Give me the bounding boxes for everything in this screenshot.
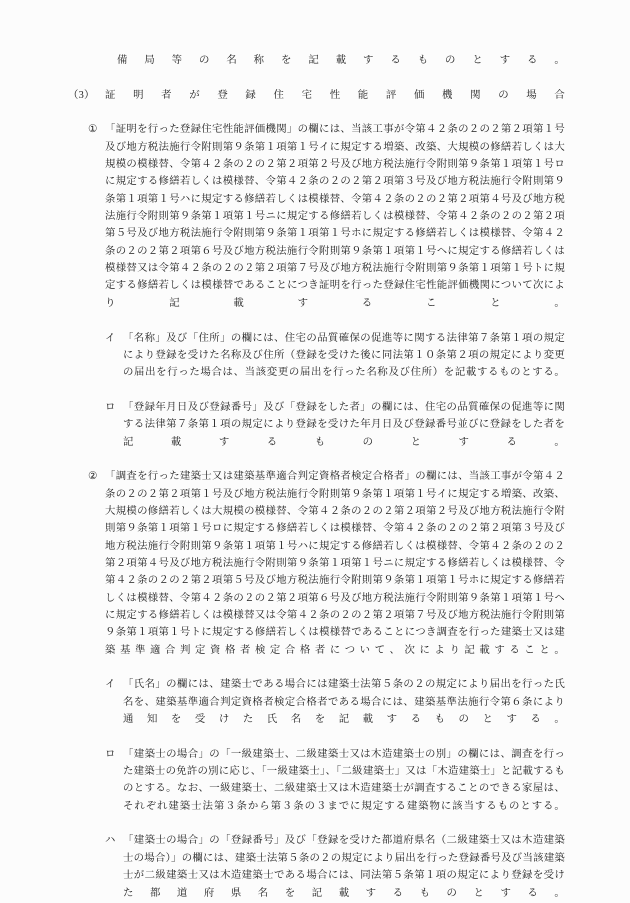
paragraph-text-item-3-1-i: 「名称」及び「住所」の欄には、住宅の品質確保の促進等に関する法律第７条第１項の規定により登録を受けた名称及び住所（登録を受けた後に同法第１０条第２項の規定により変更の届出を行った場合は、当該変更の届出を行った名称及び住所）を記載するものとする。 (123, 332, 565, 379)
paragraph-text-item-3-1: 「証明を行った登録住宅性能評価機関」の欄には、当該工事が令第４２条の２の２第２項第１号及び地方税法施行令附則第９条第１項第１号イに規定する増築、改築、大規模の修繕若しくは大規模の模様替、令第４２条の２の２第２項第２号及び地方税法施行令附則第９条第１項第１号ロに規定する修繕若しくは模様替、令第４２条の２の２第２項第３号及び地方税法施行令附則第９条第１項第１号ハに規定する修繕若しくは模様替、令第４２条の２の２第２項第４号及び地方税法施行令附則第９条第１項第１号ニに規定する修繕若しくは模様替、令第４２条の２の２第２項第５号及び地方税法施行令附則第９条第１項第１号ホに規定する修繕若しくは模様替、令第４２条の２の２第２項第６号及び地方税法施行令附則第９条第１項第１号ヘに規定する修繕若しくは模様替又は令第４２条の２の２第２項第７号及び地方税法施行令附則第９条第１項第１号トに規定する修繕若しくは模様替であることにつき証明を行った登録住宅性能評価機関について次により記載すること。 (105, 124, 565, 309)
paragraph-text-item-3-2-i: 「氏名」の欄には、建築士である場合には建築士法第５条の２の規定により届出を行った氏名を、建築基準適合判定資格者検定合格者である場合には、建築基準法施行令第６条により通知を受けた氏名を記載するものとする。 (123, 679, 565, 726)
paragraph-marker-item-3-1: ① (88, 124, 98, 136)
paragraph-item-3-1 (88, 121, 565, 329)
paragraph-item-3-1-ro (105, 399, 565, 468)
paragraph-text-item-3-1-ro: 「登録年月日及び登録番号」及び「登録をした者」の欄には、住宅の品質確保の促進等に関する法律第７条第１項の規定により登録を受けた年月日及び登録番号並びに登録をした者を記載するものとする。 (123, 401, 565, 448)
paragraph-text-item-3-2-ha: 「建築士の場合」の「登録番号」及び「登録を受けた都道府県名（二級建築士又は木造建築士の場合）」の欄には、建築士法第５条の２の規定により届出を行った登録番号及び当該建築士が二級建築士又は木造建築士である場合には、同法第５条第１項の規定により登録を受けた都道府県名を記載するものとする。 (123, 835, 565, 899)
paragraph-text-item-3-2-ro: 「建築士の場合」の「一級建築士、二級建築士又は木造建築士の別」の欄には、調査を行った建築士の免許の別に応じ、「一級建築士」、「二級建築士」又は「木造建築士」と記載するものとする。なお、一級建築士、二級建築士又は木造建築士が調査することのできる家屋は、それぞれ建築士法第３条から第３条の３までに規定する建築物に該当するものとする。 (123, 748, 565, 812)
paragraph-marker-item-3-1-ro: ロ (105, 401, 116, 413)
paragraph-item-3 (68, 87, 565, 122)
paragraph-marker-item-3-2-ro: ロ (105, 748, 116, 760)
paragraph-item-3-2-i (105, 676, 565, 745)
paragraph-item-3-2-ha (105, 832, 565, 903)
paragraph-marker-item-3: （3） (68, 89, 95, 101)
paragraph-text-item-3-2: 「調査を行った建築士又は建築基準適合判定資格者検定合格者」の欄には、当該工事が令第４２条の２の２第２項第１号及び地方税法施行令附則第９条第１項第１号イに規定する増築、改築、大規模の修繕若しくは大規模の模様替、令第４２条の２の２第２項第２号及び地方税法施行令附則第９条第１項第１号ロに規定する修繕若しくは模様替、令第４２条の２の２第２項第３号及び地方税法施行令附則第９条第１項第１号ハに規定する修繕若しくは模様替、令第４２条の２の２第２項第４号及び地方税法施行令附則第９条第１項第１号ニに規定する修繕若しくは模様替、令第４２条の２の２第２項第５号及び地方税法施行令附則第９条第１項第１号ホに規定する修繕若しくは模様替、令第４２条の２の２第２項第６号及び地方税法施行令附則第９条第１項第１号ヘに規定する修繕若しくは模様替又は令第４２条の２の２第２項第７号及び地方税法施行令附則第９条第１項第１号トに規定する修繕若しくは模様替であることにつき調査を行った建築士又は建築基準適合判定資格者検定合格者について、次により記載すること。 (105, 471, 565, 656)
paragraph-item-3-1-i (105, 330, 565, 399)
paragraph-carryover (117, 52, 565, 87)
paragraph-marker-item-3-2-i: イ (105, 679, 116, 691)
paragraph-marker-item-3-1-i: イ (105, 332, 116, 344)
document-body (0, 52, 630, 903)
paragraph-marker-item-3-2: ② (88, 471, 98, 483)
paragraph-item-3-2-ro (105, 746, 565, 833)
paragraph-text-carryover: 備局等の名称を記載するものとする。 (117, 55, 565, 66)
paragraph-text-item-3: 証明者が登録住宅性能評価機関の場合 (105, 89, 565, 101)
paragraph-marker-item-3-2-ha: ハ (105, 835, 116, 847)
paragraph-item-3-2 (88, 468, 565, 676)
